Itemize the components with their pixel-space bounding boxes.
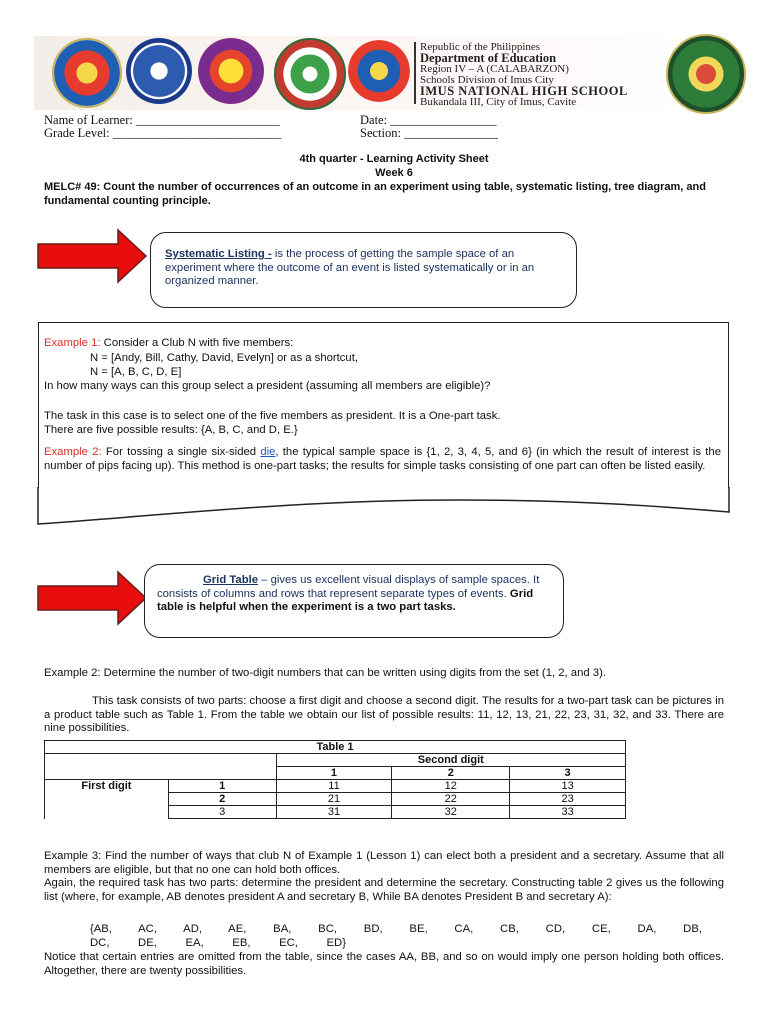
department-text: Department of Education — [420, 51, 557, 65]
example1-set: N = [Andy, Bill, Cathy, David, Evelyn] or as a shortcut, — [90, 352, 358, 364]
systematic-listing-callout — [150, 232, 577, 308]
example3-question: Example 3: Find the number of ways that club N of Example 1 (Lesson 1) can elect both a president and a secretary. Assume that all members are eligible, but that no one can hold both offices. — [44, 850, 724, 876]
table-cell: 32 — [392, 806, 510, 819]
die-link[interactable]: die — [260, 446, 276, 458]
header-text — [420, 42, 628, 108]
example2-text-after: , the typical sample space is {1, 2, 3, 4, 5, and 6} (in which the result of interest is the number of pips facing up). This method is one-part tasks; the results for simple tasks consisting of one part can often be listed easily. — [44, 446, 721, 472]
deped-seal-icon — [126, 38, 192, 104]
table-title: Table 1 — [45, 741, 626, 754]
example2-die-text — [44, 446, 721, 473]
address-text: Bukandala III, City of Imus, Cavite — [420, 96, 577, 108]
second-digit-header: Second digit — [276, 754, 625, 767]
systematic-listing-term: Systematic Listing - — [165, 248, 272, 260]
table-cell: 11 — [276, 780, 392, 793]
date-field[interactable]: Date: _________________ — [360, 113, 497, 127]
column-header: 2 — [392, 767, 510, 780]
table-cell: 33 — [510, 806, 626, 819]
column-header: 3 — [510, 767, 626, 780]
table-1-grid — [44, 740, 626, 819]
region-text: Region IV – A (CALABARZON) — [420, 63, 569, 75]
table-cell: 23 — [510, 793, 626, 806]
table-cell: 31 — [276, 806, 392, 819]
division-seal-icon — [198, 38, 264, 104]
example3-list-line1: {AB, AC, AD, AE, BA, BC, BD, BE, CA, CB, CD, CE, DA, DB, — [90, 923, 702, 935]
example3-conclusion: Notice that certain entries are omitted from the table, since the cases AA, BB, and so on would imply one person holding both offices. Altogether, there are twenty possibilities. — [44, 951, 724, 977]
philippine-seal-icon — [52, 38, 122, 108]
table-cell: 12 — [392, 780, 510, 793]
column-header: 1 — [276, 767, 392, 780]
red-arrow-icon — [36, 570, 150, 626]
red-arrow-icon — [36, 228, 150, 284]
republic-text: Republic of the Philippines — [420, 41, 541, 53]
row-header: 2 — [168, 793, 276, 806]
example1-text: Consider a Club N with five members: — [100, 337, 294, 349]
example3-explanation: Again, the required task has two parts: determine the president and determine the secretary. Constructing table 2 gives us the following list (where, for example, AB denotes president A and secretary B, While BA denotes President B and secretary A): — [44, 877, 724, 903]
first-digit-header: First digit — [45, 780, 169, 819]
grid-table-term: Grid Table — [203, 574, 259, 586]
department-of-education-seal-icon — [274, 38, 346, 110]
example2-digits-explanation: This task consists of two parts: choose a first digit and choose a second digit. The results for a two-part task can be pictures in a product table such as Table 1. From the table we obtain our list of possible results: 11, 12, 13, 21, 22, 23, 31, 32, and 33. There are nine possibilities. — [44, 695, 724, 734]
example2-text-before: For tossing a single six-sided — [101, 446, 261, 458]
division-text: Schools Division of Imus City — [420, 74, 554, 86]
example1-shortcut: N = [A, B, C, D, E] — [90, 366, 182, 378]
table-cell: 13 — [510, 780, 626, 793]
example2-label: Example 2: — [44, 446, 102, 458]
grade-field[interactable]: Grade Level: ___________________________ — [44, 126, 282, 140]
header-banner — [34, 36, 734, 110]
row-header: 1 — [168, 780, 276, 793]
grid-table-definition: – gives us excellent visual displays of sample spaces. It consists of columns and rows that represent separate types of events. — [157, 574, 540, 600]
government-seal-icon — [348, 40, 410, 102]
school-text: IMUS NATIONAL HIGH SCHOOL — [420, 84, 628, 98]
example1-question: In how many ways can this group select a president (assuming all members are eligible)? — [44, 380, 491, 392]
quarter-title: 4th quarter - Learning Activity Sheet — [299, 153, 489, 165]
systematic-listing-definition: is the process of getting the sample space of an experiment where the outcome of an event is listed systematically or in an organized manner. — [165, 248, 535, 287]
melc-text: MELC# 49: Count the number of occurrences of an outcome in an experiment using table, systematic listing, tree diagram, and fundamental counting principle. — [44, 181, 706, 207]
wavy-box-bottom — [36, 486, 731, 528]
table-cell: 22 — [392, 793, 510, 806]
example1-label: Example 1: — [44, 337, 101, 349]
example1-intro — [44, 337, 714, 351]
week-title: Week 6 — [375, 167, 413, 179]
grid-table-callout — [144, 564, 564, 638]
table-cell: 21 — [276, 793, 392, 806]
example1-answer-line2: There are five possible results: {A, B, C, and D, E.} — [44, 424, 298, 436]
section-field[interactable]: Section: _______________ — [360, 126, 498, 140]
name-field[interactable]: Name of Learner: _______________________ — [44, 113, 280, 127]
example3-list-line2: DC, DE, EA, EB, EC, ED} — [90, 937, 346, 949]
example2-digits-question: Example 2: Determine the number of two-digit numbers that can be written using digits from the set (1, 2, and 3). — [44, 667, 606, 679]
row-header: 3 — [168, 806, 276, 819]
grid-table-note: Grid table is helpful when the experiment is a two part tasks. — [157, 587, 534, 613]
example1-answer-line1: The task in this case is to select one of the five members as president. It is a One-part task. — [44, 410, 501, 422]
school-logo-icon — [666, 34, 746, 114]
banner-divider — [414, 42, 416, 104]
